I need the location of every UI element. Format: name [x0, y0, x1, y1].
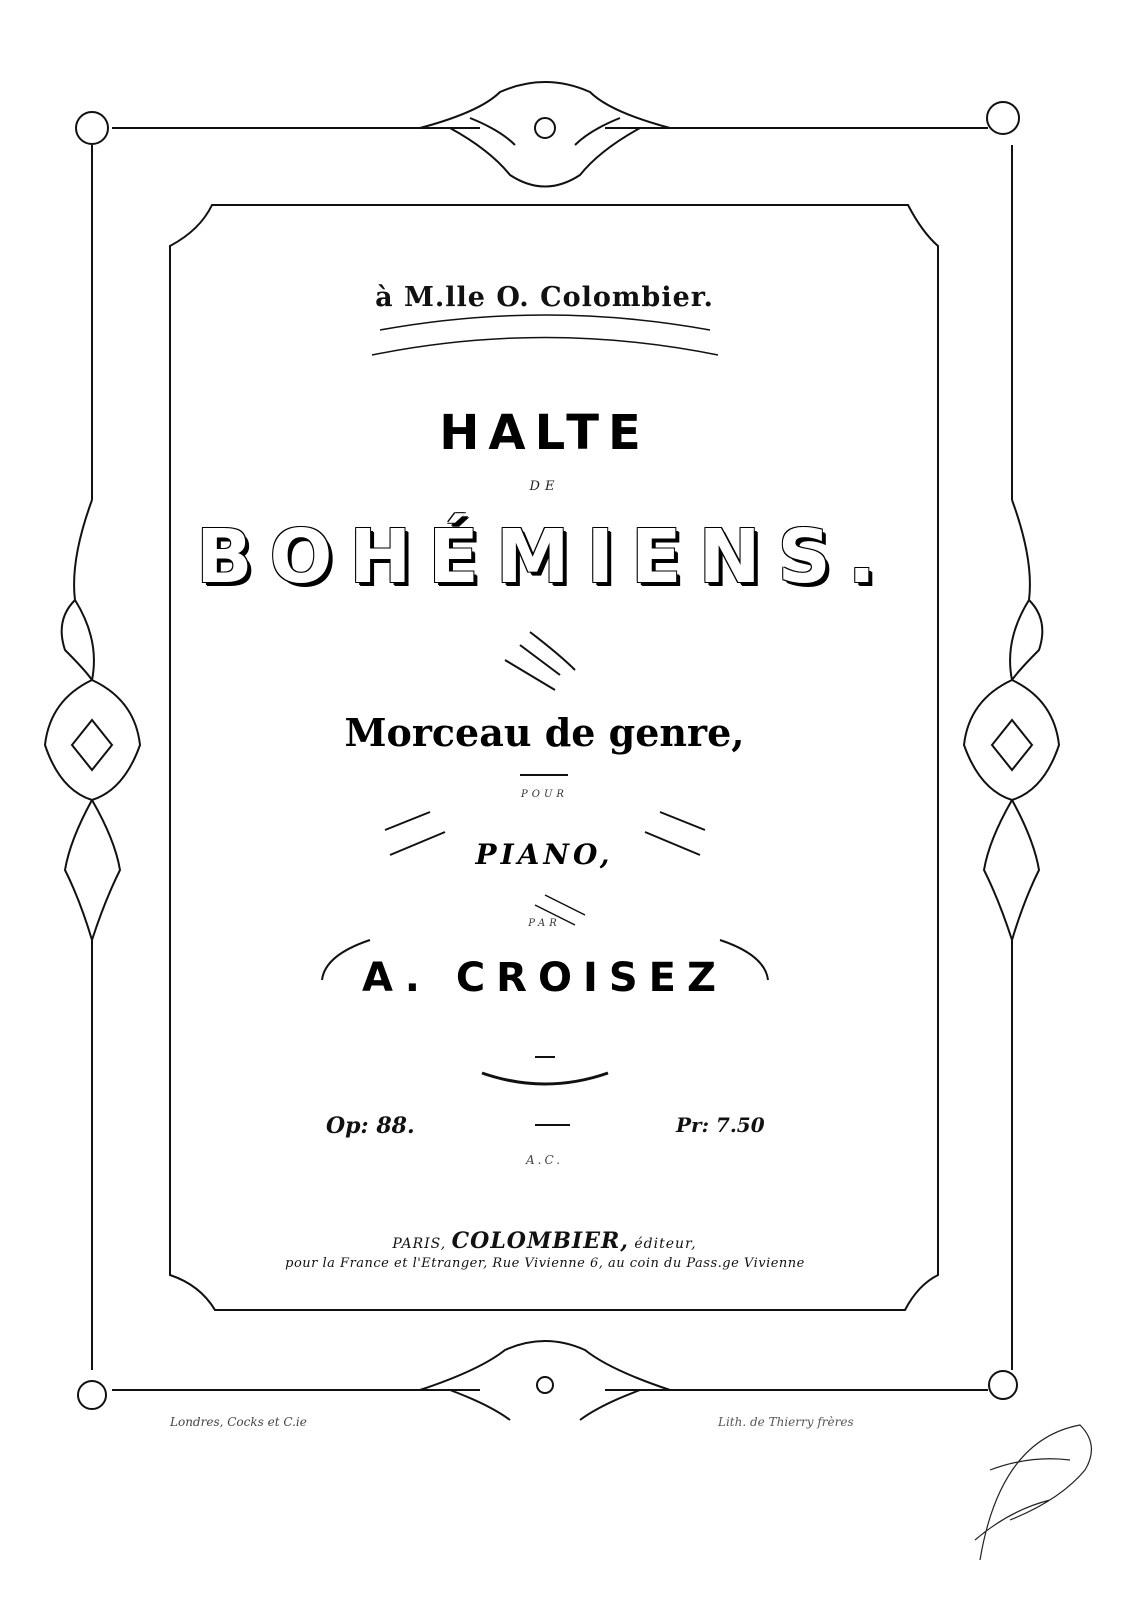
- title-de: DE: [529, 479, 560, 494]
- top-ornament-rosette: [535, 118, 555, 138]
- title-line1: HALTE: [439, 405, 650, 461]
- title-line2: BOHÉMIENS.: [196, 514, 893, 600]
- flourish-genre-top: [505, 632, 575, 690]
- publisher-city: PARIS,: [392, 1236, 447, 1252]
- price: Pr: 7.50: [676, 1113, 765, 1137]
- corner-rosette-br: [989, 1371, 1017, 1399]
- genre-subtitle: Morceau de genre,: [344, 710, 745, 755]
- publisher-role: éditeur,: [634, 1236, 697, 1252]
- corner-rosette-tr: [987, 102, 1019, 134]
- dedication-ribbon: [372, 315, 718, 355]
- publisher-line: [166, 1228, 923, 1254]
- corner-rosette-bl: [78, 1381, 106, 1409]
- top-ornament: [420, 82, 670, 187]
- instrument: PIANO,: [475, 838, 614, 871]
- lithographer: Lith. de Thierry frères: [718, 1415, 854, 1429]
- dedication: à M.lle O. Colombier.: [375, 282, 714, 313]
- par-label: PAR: [528, 918, 561, 929]
- pour-label: POUR: [521, 789, 568, 800]
- plate-mark: A.C.: [525, 1153, 564, 1167]
- publisher-name: COLOMBIER,: [451, 1228, 629, 1254]
- opus-number: Op: 88.: [326, 1113, 415, 1139]
- london-agent: Londres, Cocks et C.ie: [170, 1415, 307, 1429]
- inner-frame: [170, 205, 938, 1310]
- corner-rosette-tl: [76, 112, 108, 144]
- publisher-address: pour la France et l'Etranger, Rue Vivienne 6, au coin du Pass.ge Vivienne: [285, 1256, 805, 1271]
- composer-name: A. CROISEZ: [362, 955, 727, 1001]
- bottom-ornament: [420, 1341, 670, 1420]
- bottom-ornament-rosette: [537, 1377, 553, 1393]
- signature-stamp: [975, 1425, 1091, 1560]
- flourish-composer-under: [482, 1073, 608, 1084]
